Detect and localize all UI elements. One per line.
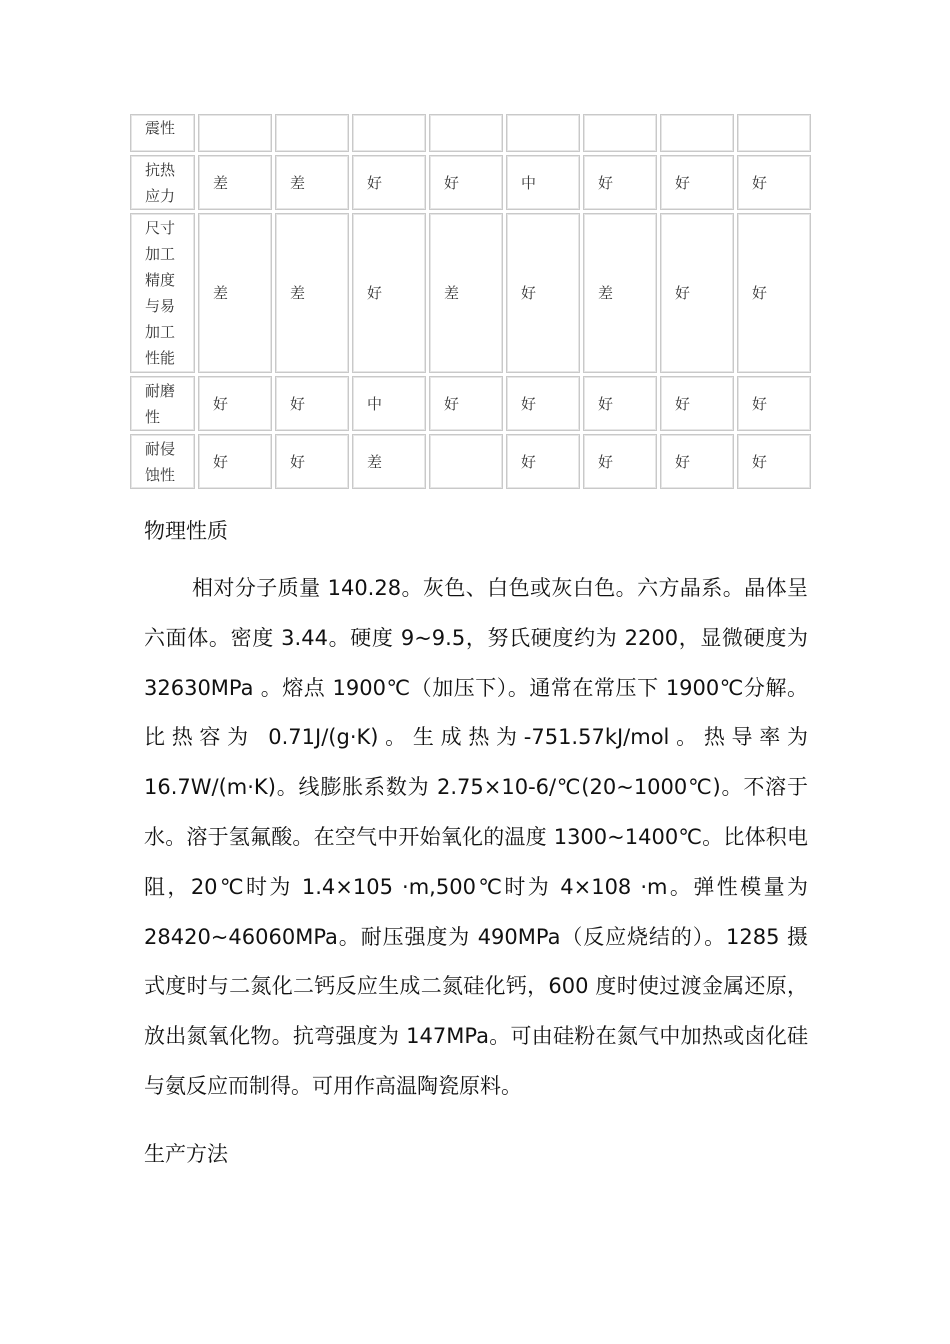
table-cell: 好 <box>737 376 811 431</box>
table-cell: 好 <box>429 376 503 431</box>
table-cell: 好 <box>737 155 811 210</box>
table-cell: 好 <box>660 155 734 210</box>
table-cell <box>583 114 657 152</box>
physical-properties-paragraph: 相对分子质量 140.28。灰色、白色或灰白色。六方晶系。晶体呈六面体。密度 3.44。硬度 9~9.5，努氏硬度约为 2200，显微硬度为 32630MPa 。熔点 1900℃（加压下）。通常在常压下 1900℃分解。比热容为 0.71J/(g·K)。生成热为-751.57kJ/mol。热导率为16.7W/(m·K)。线膨胀系数为 2.75×10-6/℃(20~1000℃)。不溶于水。溶于氢氟酸。在空气中开始氧化的温度 1300~1400℃。比体积电阻，20℃时为 1.4×105 ·m,500℃时为 4×108 ·m。弹性模量为28420~46060MPa。耐压强度为 490MPa（反应烧结的）。1285 摄式度时与二氮化二钙反应生成二氮硅化钙，600 度时使过渡金属还原，放出氮氧化物。抗弯强度为 147MPa。可由硅粉在氮气中加热或卤化硅与氨反应而制得。可用作高温陶瓷原料。 <box>144 576 808 1098</box>
table-cell: 好 <box>275 434 349 489</box>
table-cell: 好 <box>737 434 811 489</box>
table-row <box>130 376 811 431</box>
table-cell: 差 <box>275 213 349 373</box>
table-cell <box>660 114 734 152</box>
row-label-cell: 耐磨性 <box>130 376 195 431</box>
table-cell: 差 <box>583 213 657 373</box>
row-label-cell: 抗热应力 <box>130 155 195 210</box>
table-cell: 差 <box>429 213 503 373</box>
table-cell: 好 <box>198 434 272 489</box>
table-cell: 好 <box>660 213 734 373</box>
table-cell: 好 <box>506 434 580 489</box>
table-cell: 差 <box>352 434 426 489</box>
table-cell: 差 <box>198 155 272 210</box>
table-cell: 好 <box>352 155 426 210</box>
table-cell: 好 <box>660 376 734 431</box>
table-row <box>130 155 811 210</box>
table-cell: 好 <box>737 213 811 373</box>
table-cell <box>198 114 272 152</box>
table-cell <box>737 114 811 152</box>
table-cell: 好 <box>506 376 580 431</box>
table-cell: 差 <box>275 155 349 210</box>
properties-table-body <box>130 114 811 489</box>
row-label-cell: 耐侵蚀性 <box>130 434 195 489</box>
table-cell <box>352 114 426 152</box>
table-cell: 中 <box>506 155 580 210</box>
table-row <box>130 434 811 489</box>
table-cell: 好 <box>198 376 272 431</box>
table-row <box>130 213 811 373</box>
table-cell: 好 <box>352 213 426 373</box>
table-cell: 中 <box>352 376 426 431</box>
table-cell <box>506 114 580 152</box>
section-heading-physical-properties: 物理性质 <box>144 519 228 543</box>
row-label-cell: 尺寸加工精度与易加工性能 <box>130 213 195 373</box>
table-cell: 好 <box>275 376 349 431</box>
table-cell: 好 <box>583 155 657 210</box>
table-cell: 好 <box>506 213 580 373</box>
section-heading-production-method: 生产方法 <box>144 1142 228 1166</box>
table-cell <box>275 114 349 152</box>
table-cell: 好 <box>429 155 503 210</box>
row-label-cell: 震性 <box>130 114 195 152</box>
properties-table <box>127 111 814 492</box>
table-cell: 差 <box>198 213 272 373</box>
table-cell: 好 <box>583 376 657 431</box>
table-cell: 好 <box>583 434 657 489</box>
table-cell <box>429 114 503 152</box>
table-row <box>130 114 811 152</box>
table-cell: 好 <box>660 434 734 489</box>
table-cell <box>429 434 503 489</box>
